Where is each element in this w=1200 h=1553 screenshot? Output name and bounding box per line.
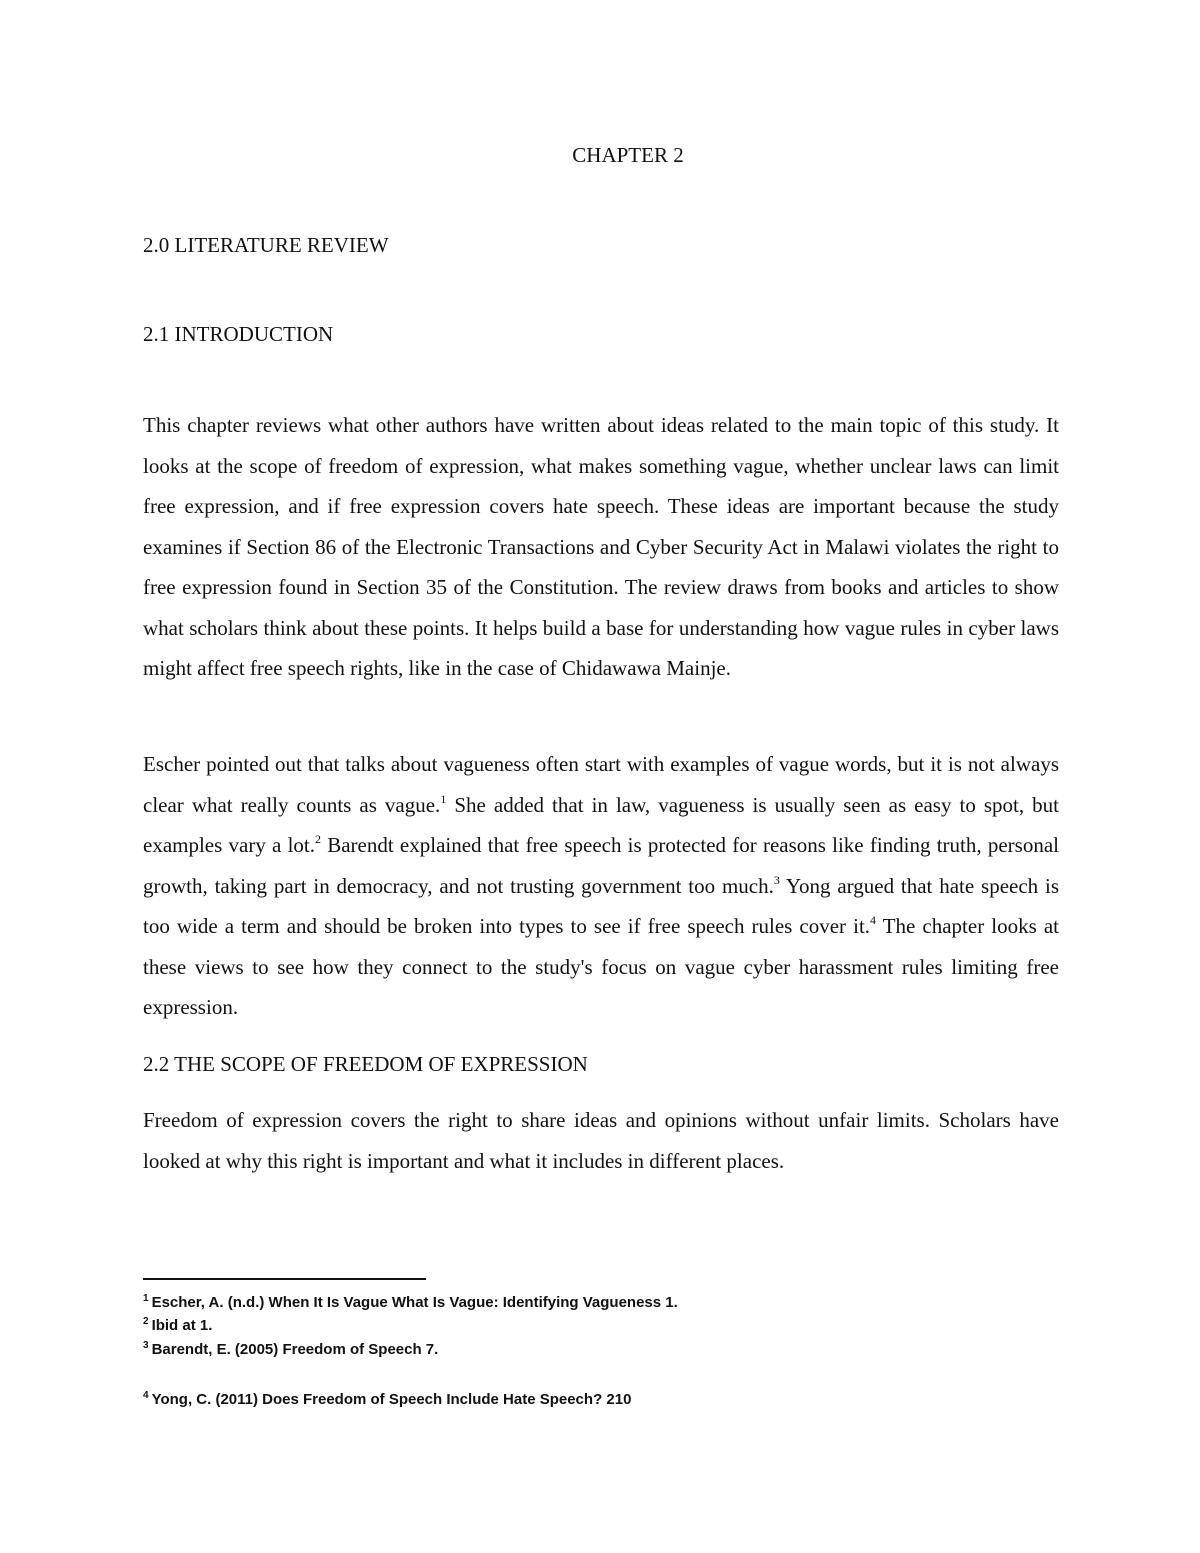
footnote-1 (143, 1293, 678, 1313)
footnote-3-text: Barendt, E. (2005) Freedom of Speech 7. (151, 1341, 439, 1358)
paragraph-scope: Freedom of expression covers the right to share ideas and opinions without unfair limits. Scholars have looked at why this right is important and what it includes in different places. (143, 1108, 1059, 1173)
footnote-4-number: 4 (143, 1390, 149, 1401)
footnote-4 (143, 1390, 631, 1410)
footnote-1-number: 1 (143, 1293, 149, 1304)
footnote-ref-4: 4 (870, 913, 877, 927)
footnote-4-text: Yong, C. (2011) Does Freedom of Speech Include Hate Speech? 210 (151, 1391, 632, 1408)
footnote-2-number: 2 (143, 1316, 149, 1327)
paragraph-escher-sentence-5: The chapter looks at these views to see how they connect to the study's focus on vague cyber harassment rules limiting free expression. (143, 914, 1059, 1019)
footnote-ref-1: 1 (440, 791, 447, 806)
footnote-2-text: Ibid at 1. (151, 1317, 213, 1334)
footnote-3-number: 3 (143, 1340, 149, 1351)
footnote-ref-2: 2 (315, 832, 322, 846)
footnote-ref-3: 3 (773, 872, 780, 887)
paragraph-escher-sentence-4: Yong argued that hate speech is too wide a term and should be broken into types to see if free speech rules cover it. (143, 873, 1059, 938)
paragraph-escher-sentence-1: Escher pointed out that talks about vagueness often start with examples of vague words, but it is not always clear what really counts as vague. (143, 752, 1059, 817)
footnote-2 (143, 1316, 212, 1336)
paragraph-escher-sentence-3: Barendt explained that free speech is protected for reasons like finding truth, personal growth, taking part in democracy, and not trusting government too much. (143, 833, 1059, 898)
heading-scope-of-freedom: 2.2 THE SCOPE OF FREEDOM OF EXPRESSION (143, 1052, 588, 1076)
paragraph-escher-sentence-2: She added that in law, vagueness is usually seen as easy to spot, but examples vary a lot. (143, 792, 1059, 857)
footnote-1-text: Escher, A. (n.d.) When It Is Vague What Is Vague: Identifying Vagueness 1. (151, 1294, 678, 1311)
heading-literature-review: 2.0 LITERATURE REVIEW (143, 233, 389, 257)
chapter-title: CHAPTER 2 (572, 143, 684, 167)
paragraph-introduction: This chapter reviews what other authors have written about ideas related to the main topic of this study. It looks at the scope of freedom of expression, what makes something vague, whether unclear laws can limit free expression, and if free expression covers hate speech. These ideas are important because the study examines if Section 86 of the Electronic Transactions and Cyber Security Act in Malawi violates the right to free expression found in Section 35 of the Constitution. The review draws from books and articles to show what scholars think about these points. It helps build a base for understanding how vague rules in cyber laws might affect free speech rights, like in the case of Chidawawa Mainje. (143, 413, 1059, 680)
footnote-3 (143, 1340, 438, 1360)
footnote-separator (143, 1278, 426, 1280)
heading-introduction: 2.1 INTRODUCTION (143, 322, 334, 346)
paragraph-escher (143, 744, 1059, 1028)
